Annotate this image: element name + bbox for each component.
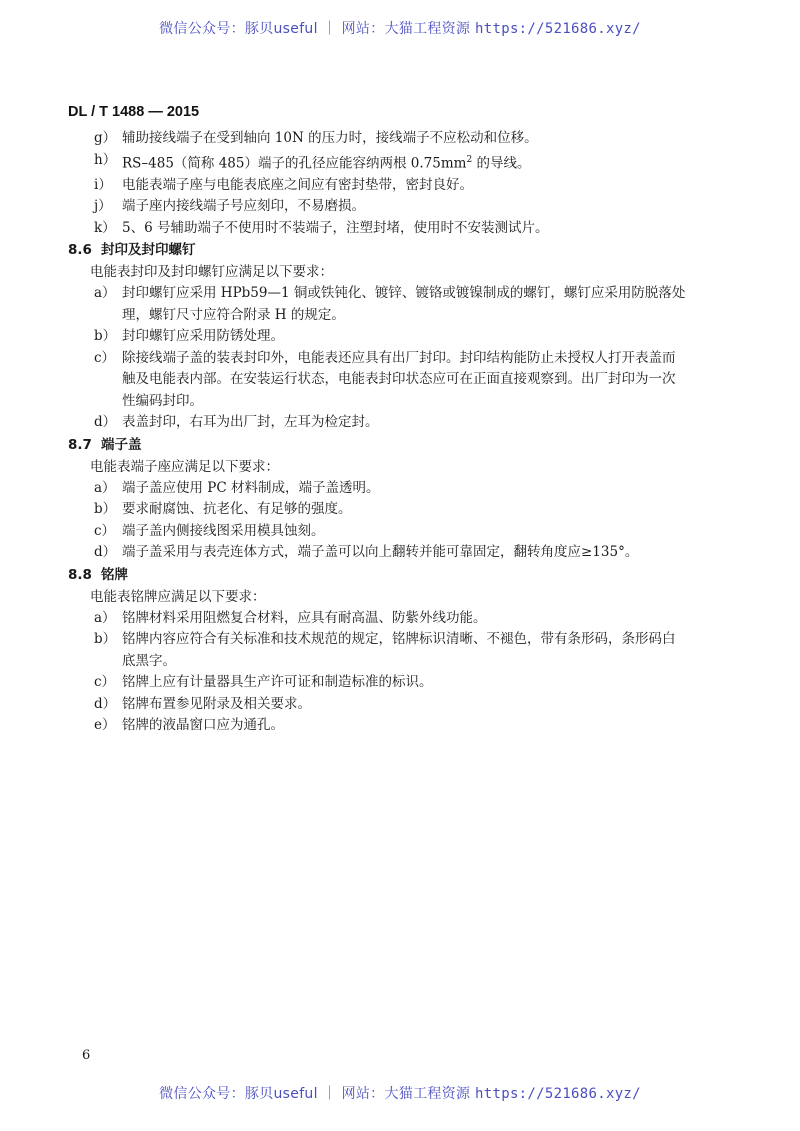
list-item: k） 5、6 号辅助端子不使用时不装端子，注塑封堵，使用时不安装测试片。 xyxy=(94,219,549,236)
standard-code: DL / T 1488 — 2015 xyxy=(68,104,200,120)
section-number: 8.8 xyxy=(68,566,92,583)
section-heading xyxy=(68,564,728,586)
list-item: h） RS–485（简称 485）端子的孔径应能容纳两根 $0.75mm^2$ 的导线。 xyxy=(94,151,531,171)
section-title: 封印及封印螺钉 xyxy=(101,242,196,258)
page-number: 6 xyxy=(82,1048,91,1063)
list-item: b） 封印螺钉应采用防锈处理。 xyxy=(94,328,284,344)
watermark-text: 微信公众号：豚贝useful ｜ 网站：大猫工程资源 xyxy=(159,21,476,37)
section-intro: 电能表端子座应满足以下要求： xyxy=(90,458,279,475)
list-item: c） 除接线端子盖的装表封印外，电能表还应具有出厂封印。封印结构能防止未授权人打开表盖而 触及电能表内部。在安装运行状态，电能表封印状态应可在正面直接观察到。出厂封印为一次 性编码封印。 xyxy=(94,349,676,409)
list-item: a） 端子盖应使用 PC 材料制成，端子盖透明。 xyxy=(94,479,380,496)
section-heading xyxy=(68,239,728,261)
watermark-top xyxy=(0,18,800,38)
list-item: d） 端子盖采用与表壳连体方式，端子盖可以向上翻转并能可靠固定，翻转角度应≥135°。 xyxy=(94,544,639,560)
section-number: 8.7 xyxy=(68,436,92,453)
watermark-bottom xyxy=(0,1083,800,1103)
watermark-url[interactable]: https://521686.xyz/ xyxy=(475,1086,641,1102)
section-intro: 电能表封印及封印螺钉应满足以下要求： xyxy=(90,264,333,280)
list-item: d） 铭牌布置参见附录及相关要求。 xyxy=(94,695,311,712)
list-item: b） 要求耐腐蚀、抗老化、有足够的强度。 xyxy=(94,501,352,517)
list-item: g） 辅助接线端子在受到轴向 10N 的压力时，接线端子不应松动和位移。 xyxy=(94,130,538,146)
list-item: i） 电能表端子座与电能表底座之间应有密封垫带，密封良好。 xyxy=(94,176,473,193)
section-title: 端子盖 xyxy=(101,436,142,453)
watermark-text: 微信公众号：豚贝useful ｜ 网站：大猫工程资源 xyxy=(159,1086,476,1102)
section-title: 铭牌 xyxy=(101,566,128,583)
list-item: d） 表盖封印，右耳为出厂封，左耳为检定封。 xyxy=(94,414,379,430)
list-item: c） 端子盖内侧接线图采用模具蚀刻。 xyxy=(94,522,325,539)
list-item: c） 铭牌上应有计量器具生产许可证和制造标准的标识。 xyxy=(94,674,433,690)
list-item: e） 铭牌的液晶窗口应为通孔。 xyxy=(94,717,284,733)
section-intro: 电能表铭牌应满足以下要求： xyxy=(90,588,266,605)
document-body xyxy=(68,128,728,737)
list-item: j） 端子座内接线端子号应刻印，不易磨损。 xyxy=(94,198,365,214)
section-number: 8.6 xyxy=(68,242,92,258)
list-item: a） 铭牌材料采用阻燃复合材料，应具有耐高温、防紫外线功能。 xyxy=(94,609,487,626)
list-item: b） 铭牌内容应符合有关标准和技术规范的规定，铭牌标识清晰、不褪色，带有条形码，条形码白 底黑字。 xyxy=(94,631,676,669)
section-heading xyxy=(68,434,728,456)
watermark-url[interactable]: https://521686.xyz/ xyxy=(475,21,641,37)
list-item: a） 封印螺钉应采用 HPb59—1 铜或铁钝化、镀锌、镀铬或镀镍制成的螺钉，螺钉应采用防脱落处 理，螺钉尺寸应符合附录 H 的规定。 xyxy=(94,285,686,323)
